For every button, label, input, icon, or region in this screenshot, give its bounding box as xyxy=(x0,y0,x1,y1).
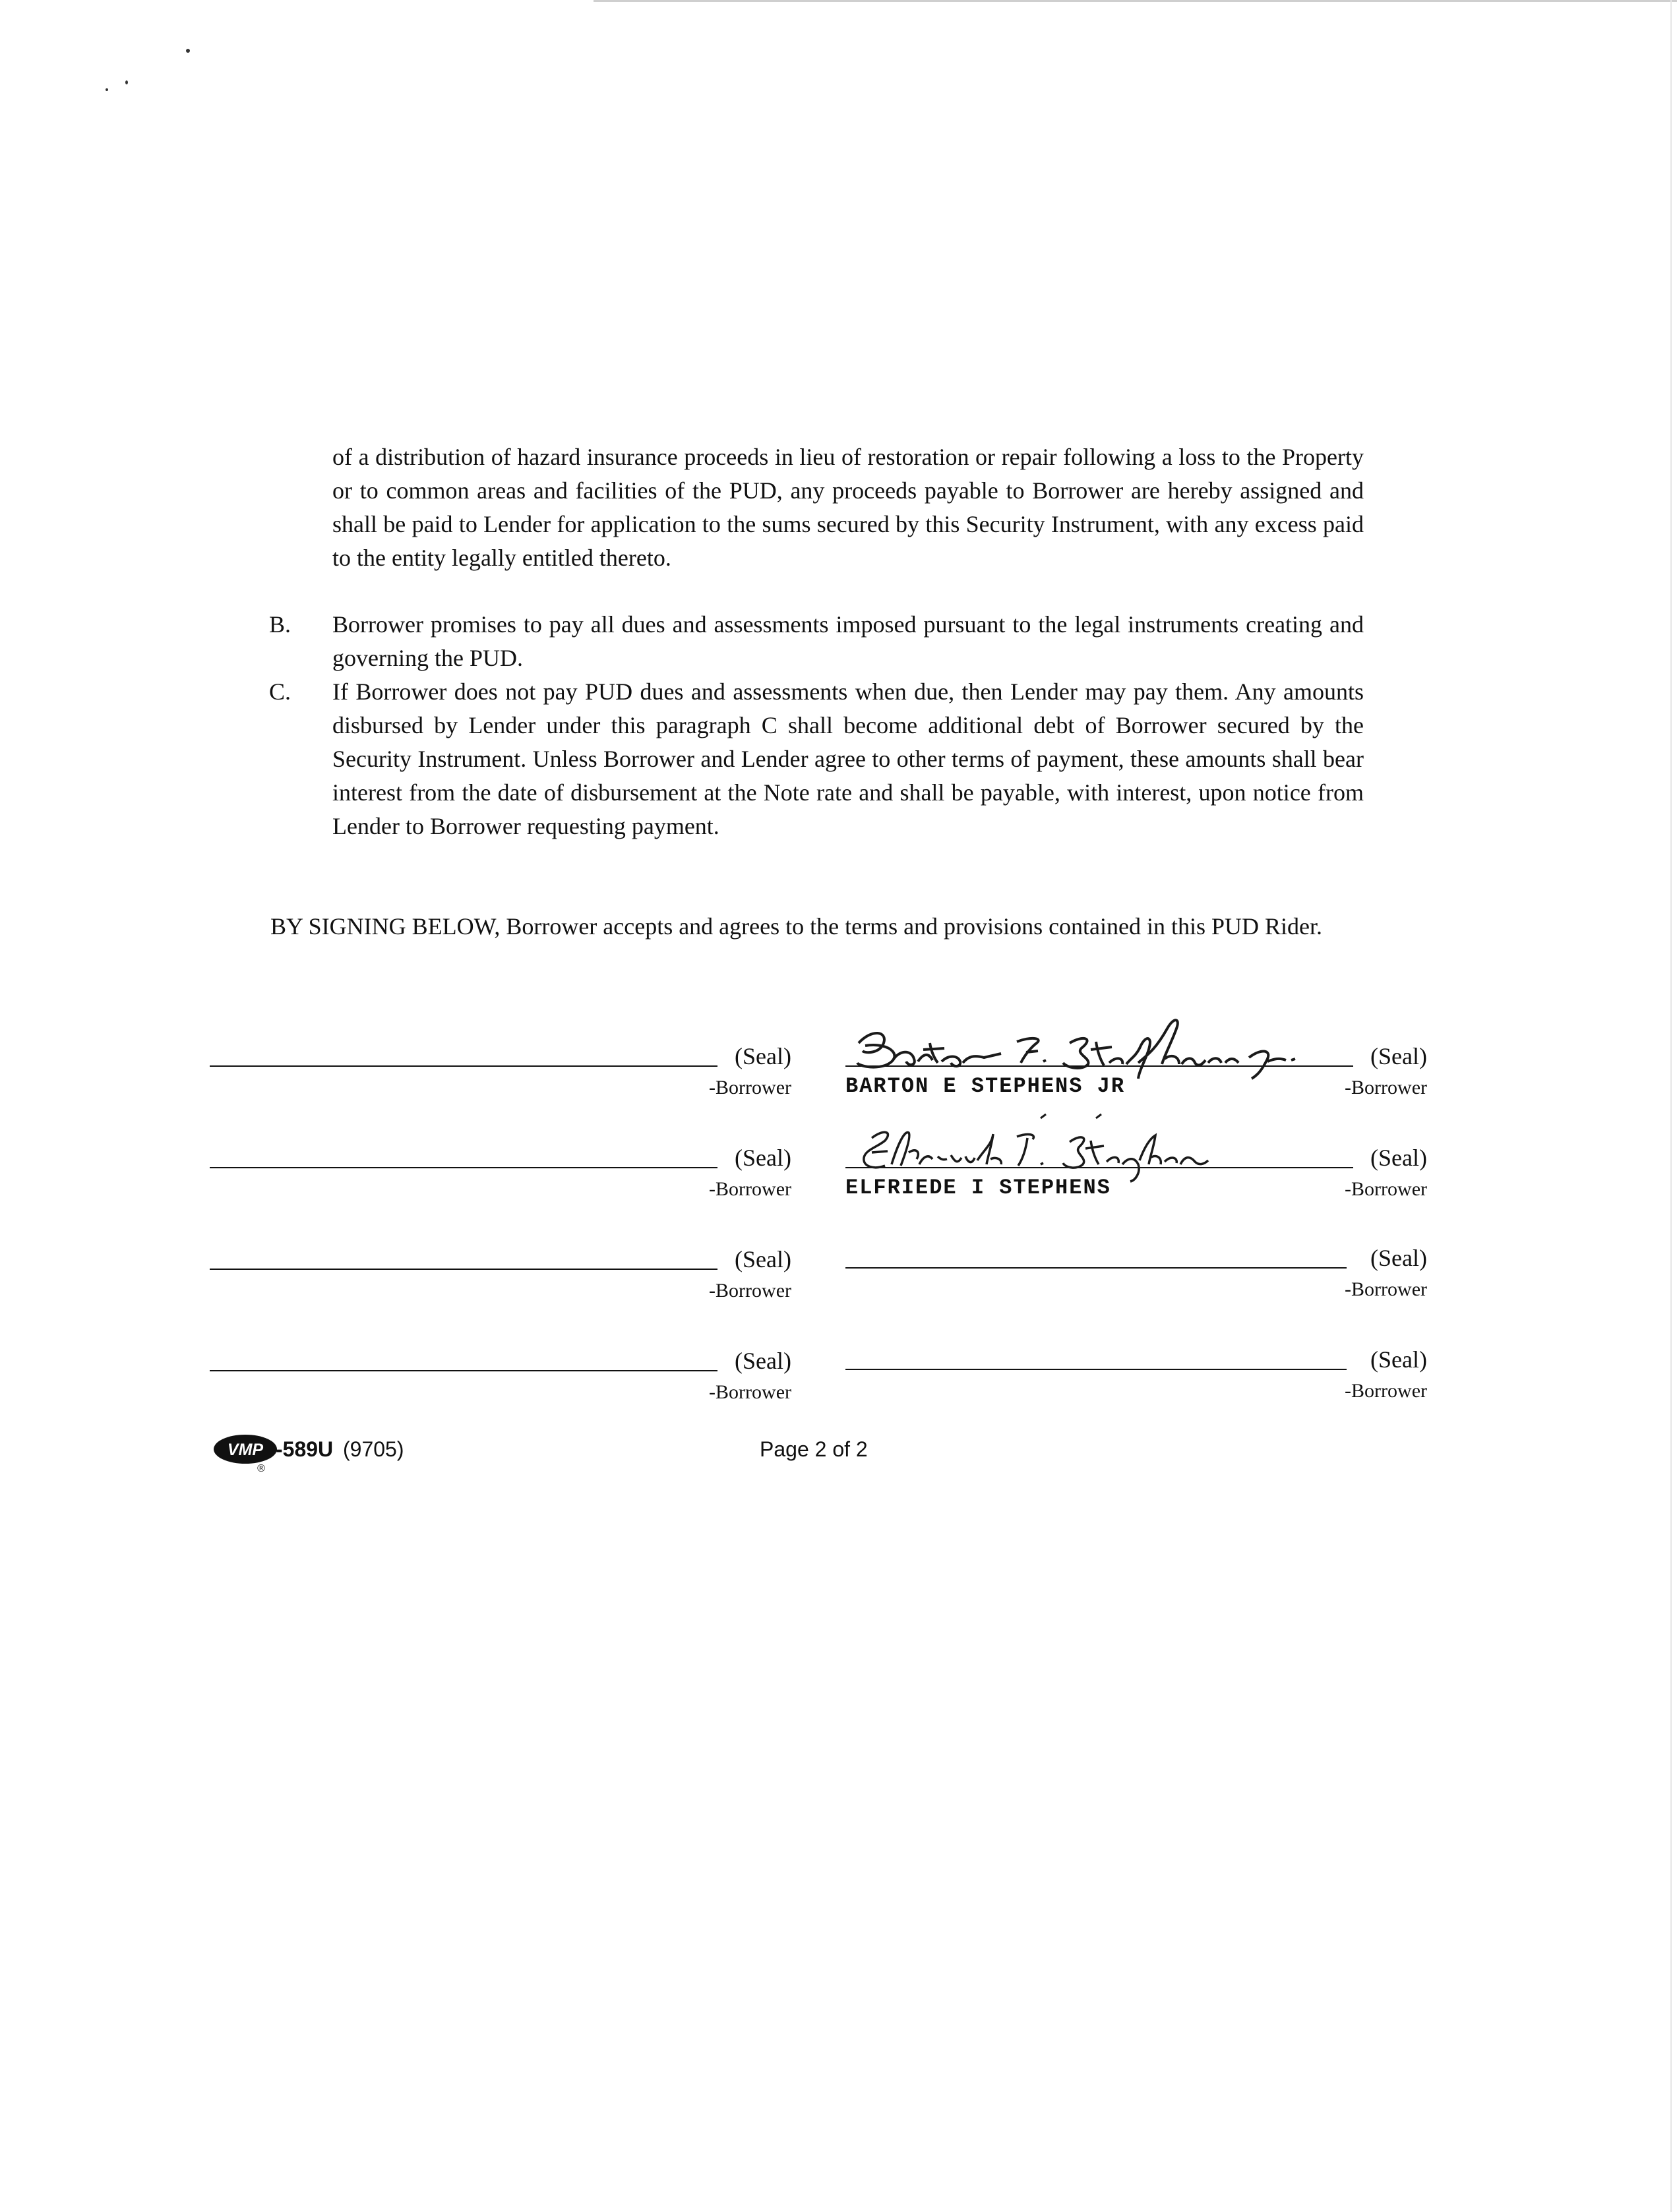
scan-speck xyxy=(125,80,128,84)
borrower-label: -Borrower xyxy=(1345,1278,1427,1300)
seal-label: (Seal) xyxy=(735,1246,791,1272)
svg-text:®: ® xyxy=(257,1463,265,1473)
signature-block-left-4 xyxy=(210,1333,791,1406)
item-text: Borrower promises to pay all dues and assessments imposed pursuant to the legal instruments creating and governing the PUD. xyxy=(332,611,1364,671)
signature-line xyxy=(210,1370,717,1371)
signature-block-left-3 xyxy=(210,1232,791,1304)
signer-name-barton: BARTON E STEPHENS JR xyxy=(845,1074,1126,1098)
scan-edge-top xyxy=(594,0,1677,2)
item-text: If Borrower does not pay PUD dues and assessments when due, then Lender may pay them. Any amounts disbursed by Lender under this paragraph C shall become additional debt of Borrower secured by the Security Instrument. Unless Borrower and Lender agree to other terms of payment, these amounts shall bear interest from the date of disbursement at the Note rate and shall be payable, with interest, upon notice from Lender to Borrower requesting payment. xyxy=(332,678,1364,839)
scan-speck xyxy=(186,49,190,53)
item-letter: C. xyxy=(269,678,291,705)
scan-speck xyxy=(106,88,108,91)
vmp-logo xyxy=(212,1432,284,1473)
vmp-logo-icon xyxy=(212,1432,284,1473)
signature-line xyxy=(210,1065,717,1067)
form-version: (9705) xyxy=(343,1437,404,1461)
borrower-label: -Borrower xyxy=(1345,1380,1427,1402)
seal-label: (Seal) xyxy=(1370,1346,1427,1373)
signature-image-barton xyxy=(845,1002,1347,1081)
signature-block-barton xyxy=(845,1029,1427,1101)
signing-statement xyxy=(210,910,1423,943)
seal-label: (Seal) xyxy=(735,1145,791,1171)
signature-block-right-4 xyxy=(845,1332,1427,1404)
paragraph-text: of a distribution of hazard insurance proceeds in lieu of restoration or repair following a loss to the Property or to common areas and facilities of the PUD, any proceeds payable to Borrower are hereby assigned and shall be paid to Lender for application to the sums secured by this Security Instrument, with any excess paid to the entity legally entitled thereto. xyxy=(332,444,1364,571)
page-number: Page 2 of 2 xyxy=(760,1437,868,1461)
signature-block-right-3 xyxy=(845,1230,1427,1303)
seal-label: (Seal) xyxy=(1370,1245,1427,1271)
borrower-label: -Borrower xyxy=(1345,1178,1427,1200)
svg-text:VMP: VMP xyxy=(227,1441,264,1459)
borrower-label: -Borrower xyxy=(709,1381,791,1403)
form-number: -589U xyxy=(276,1437,334,1461)
borrower-label: -Borrower xyxy=(709,1280,791,1301)
signer-name-elfriede: ELFRIEDE I STEPHENS xyxy=(845,1176,1111,1200)
seal-label: (Seal) xyxy=(1370,1145,1427,1171)
signature-line xyxy=(845,1267,1347,1269)
seal-label: (Seal) xyxy=(735,1043,791,1069)
signing-text: BY SIGNING BELOW, Borrower accepts and agrees to the terms and provisions contained in this PUD Rider. xyxy=(270,913,1323,940)
list-item-c xyxy=(269,675,1364,843)
signature-block-left-1 xyxy=(210,1029,791,1101)
seal-label: (Seal) xyxy=(1370,1043,1427,1069)
signature-block-elfriede xyxy=(845,1130,1427,1203)
signature-line xyxy=(210,1167,717,1168)
borrower-label: -Borrower xyxy=(709,1178,791,1200)
item-letter: B. xyxy=(269,611,291,638)
borrower-label: -Borrower xyxy=(709,1077,791,1098)
continuation-paragraph xyxy=(332,440,1364,575)
signature-line xyxy=(845,1369,1347,1370)
signature-block-left-2 xyxy=(210,1130,791,1203)
list-item-b xyxy=(269,608,1364,675)
scan-edge-right xyxy=(1670,0,1672,2212)
signature-image-elfriede xyxy=(845,1104,1347,1183)
borrower-label: -Borrower xyxy=(1345,1077,1427,1098)
seal-label: (Seal) xyxy=(735,1348,791,1374)
signature-line xyxy=(210,1269,717,1270)
